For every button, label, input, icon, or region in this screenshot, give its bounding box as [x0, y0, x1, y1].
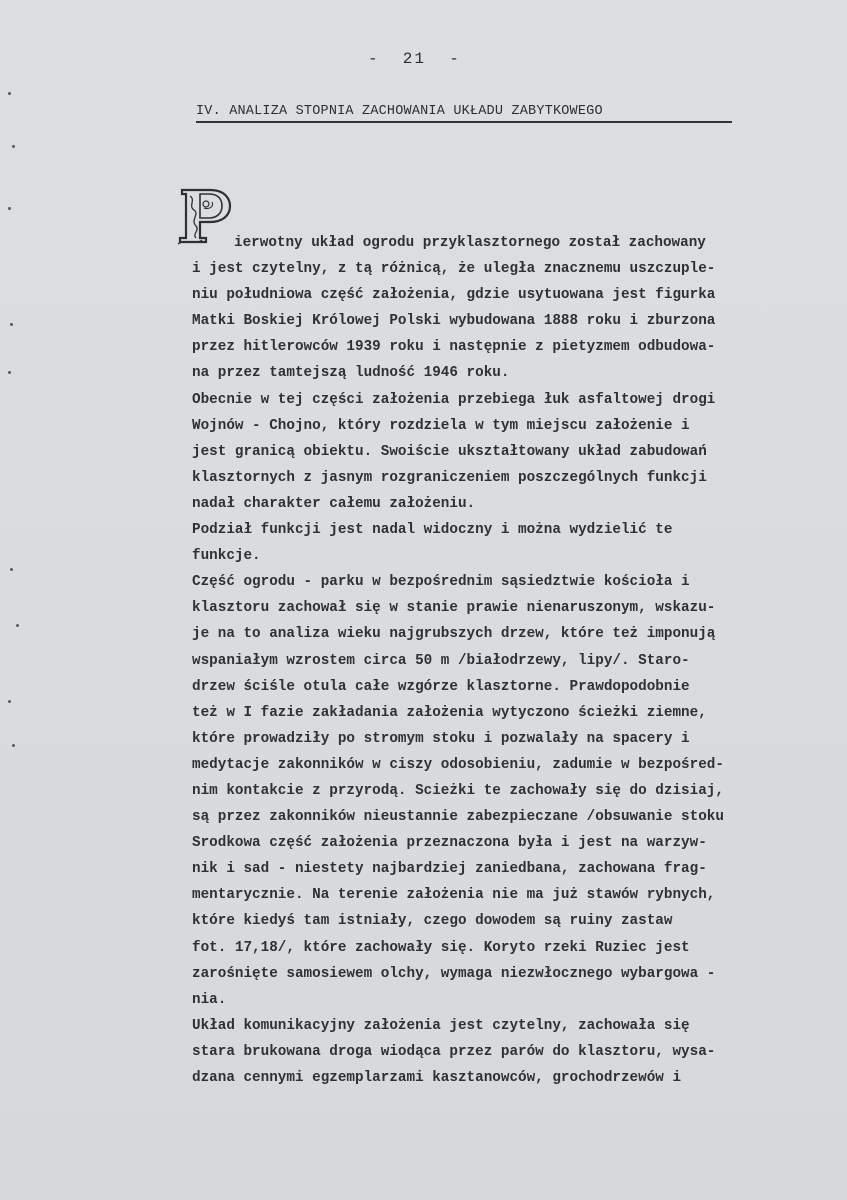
scan-speck — [8, 371, 11, 374]
text-line: nim kontakcie z przyrodą. Scieżki te zachowały się do dzisiaj, — [192, 782, 724, 799]
text-line: klasztornych z jasnym rozgraniczeniem poszczególnych funkcji — [192, 469, 707, 486]
text-line: są przez zakonników nieustannie zabezpieczane /obsuwanie stoku — [192, 809, 724, 826]
text-line: na przez tamtejszą ludność 1946 roku. — [192, 365, 510, 382]
text-line: też w I fazie zakładania założenia wytyczono ścieżki ziemne, — [192, 704, 707, 721]
text-line: Srodkowa część założenia przeznaczona była i jest na warzyw- — [192, 835, 707, 852]
scan-speck — [12, 145, 15, 148]
text-line: je na to analiza wieku najgrubszych drzew, które też imponują — [192, 626, 716, 643]
text-line: funkcje. — [192, 548, 261, 565]
text-line: ierwotny układ ogrodu przyklasztornego został zachowany — [234, 235, 706, 251]
text-line: mentarycznie. Na terenie założenia nie ma już stawów rybnych, — [192, 887, 716, 904]
text-line: drzew ściśle otula całe wzgórze klasztorne. Prawdopodobnie — [192, 678, 690, 695]
text-line: które prowadziły po stromym stoku i pozwalały na spacery i — [192, 730, 690, 747]
text-line: które kiedyś tam istniały, czego dowodem są ruiny zastaw — [192, 913, 673, 930]
section-heading: IV. ANALIZA STOPNIA ZACHOWANIA UKŁADU ZABYTKOWEGO — [196, 104, 603, 119]
text-line: niu południowa część założenia, gdzie usytuowana jest figurka — [192, 287, 716, 304]
text-line: wspaniałym wzrostem circa 50 m /białodrzewy, lipy/. Staro- — [192, 652, 690, 669]
body-text — [192, 230, 842, 1091]
text-line: fot. 17,18/, które zachowały się. Koryto rzeki Ruziec jest — [192, 939, 690, 956]
text-line: Układ komunikacyjny założenia jest czytelny, zachowała się — [192, 1017, 690, 1034]
text-line: Obecnie w tej części założenia przebiega łuk asfaltowej drogi — [192, 391, 716, 408]
scan-speck — [10, 323, 13, 326]
text-line: nia. — [192, 991, 227, 1008]
scan-speck — [10, 568, 13, 571]
scan-speck — [8, 207, 11, 210]
text-line: Podział funkcji jest nadal widoczny i można wydzielić te — [192, 522, 673, 539]
text-line: Część ogrodu - parku w bezpośrednim sąsiedztwie kościoła i — [192, 574, 690, 591]
text-line: nik i sad - niestety najbardziej zaniedbana, zachowana frag- — [192, 861, 707, 878]
page-number: - 21 - — [368, 50, 461, 68]
text-line: dzana cennymi egzemplarzami kasztanowców, grochodrzewów i — [192, 1070, 682, 1086]
scan-speck — [8, 700, 11, 703]
text-line: nadał charakter całemu założeniu. — [192, 495, 476, 512]
text-line: stara brukowana droga wiodąca przez parów do klasztoru, wysa- — [192, 1043, 716, 1060]
text-line: przez hitlerowców 1939 roku i następnie z pietyzmem odbudowa- — [192, 339, 716, 356]
scan-speck — [8, 92, 11, 95]
text-line: medytacje zakonników w ciszy odosobieniu, zadumie w bezpośred- — [192, 756, 724, 773]
scan-speck — [16, 624, 19, 627]
text-line: i jest czytelny, z tą różnicą, że uległa znacznemu uszczuple- — [192, 261, 716, 278]
text-line: Matki Boskiej Królowej Polski wybudowana 1888 roku i zburzona — [192, 313, 716, 330]
text-line: klasztoru zachował się w stanie prawie nienaruszonym, wskazu- — [192, 600, 716, 617]
scan-speck — [12, 744, 15, 747]
text-line: jest granicą obiektu. Swoiście ukształtowany układ zabudowań — [192, 443, 707, 460]
text-line: zarośnięte samosiewem olchy, wymaga niezwłocznego wybargowa - — [192, 965, 716, 982]
text-line: Wojnów - Chojno, który rozdziela w tym miejscu założenie i — [192, 417, 690, 434]
heading-underline — [196, 121, 732, 123]
